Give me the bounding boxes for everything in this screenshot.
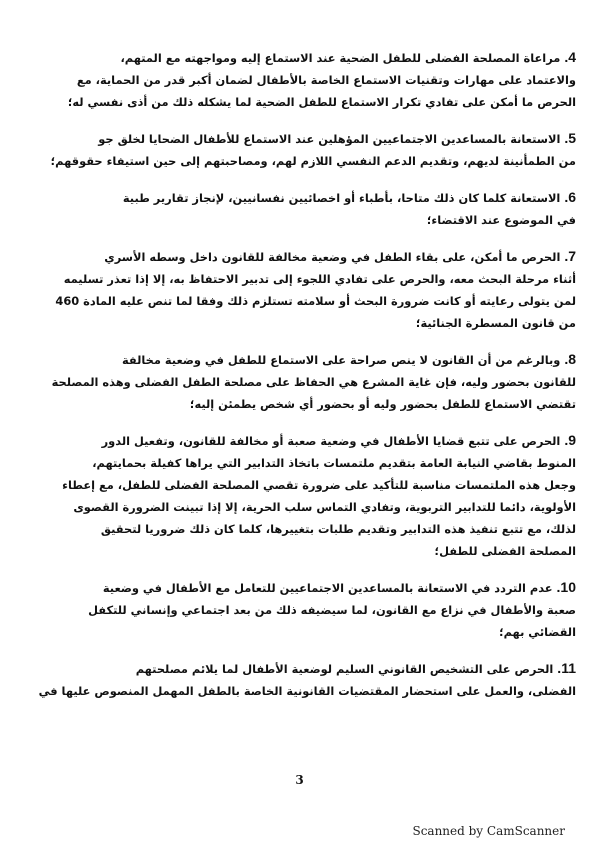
list-item-7 xyxy=(28,245,576,334)
list-item-5-text-1: الاستعانة بالمساعدين الاجتماعيين المؤهلين عند الاستماع للأطفال الضحايا لخلق جو xyxy=(98,132,561,146)
list-item-10-number: 10. xyxy=(556,579,576,595)
list-item-5 xyxy=(28,127,576,172)
list-item-10-line-1 xyxy=(28,576,576,599)
list-item-7-line-3: لمن يتولى رعايته أو كانت ضرورة البحث أو سلامته تستلزم ذلك وفقا لما تنص عليه المادة 460 xyxy=(55,294,576,308)
list-item-10-text-1: عدم التردد في الاستعانة بالمساعدين الاجتماعيين للتعامل مع الأطفال في وضعية xyxy=(102,581,553,595)
scanner-watermark: Scanned by CamScanner xyxy=(412,824,565,838)
list-item-4-text-1: مراعاة المصلحة الفضلى للطفل الضحية عند الاستماع إليه ومواجهته مع المتهم، xyxy=(120,51,561,65)
list-item-7-line-1 xyxy=(28,245,576,268)
list-item-5-number: 5. xyxy=(564,130,576,146)
list-item-11-number: 11. xyxy=(557,660,576,676)
list-item-9-line-6: المصلحة الفضلى للطفل؛ xyxy=(434,544,576,558)
list-item-6-line-2: في الموضوع عند الاقتضاء؛ xyxy=(426,213,576,227)
page-number: 3 xyxy=(295,773,304,787)
list-item-9-line-1 xyxy=(28,429,576,452)
list-item-8-text-1: وبالرغم من أن القانون لا ينص صراحة على الاستماع للطفل في وضعية مخالفة xyxy=(122,353,561,367)
list-item-5-line-1 xyxy=(28,127,576,150)
list-item-7-line-2: أثناء مرحلة البحث معه، والحرص على تفادي اللجوء إلى تدبير الاحتفاظ به، إلا إذا تعذر تسليمه xyxy=(63,272,576,286)
list-item-6-line-1 xyxy=(28,186,576,209)
list-item-8 xyxy=(28,348,576,415)
list-item-9-line-3: وجعل هذه الملتمسات مناسبة للتأكيد على ضرورة تقصي المصلحة الفضلى للطفل، مع إعطاء xyxy=(62,478,576,492)
list-item-7-number: 7. xyxy=(564,248,576,264)
list-item-6-number: 6. xyxy=(564,189,576,205)
list-item-7-text-1: الحرص ما أمكن، على بقاء الطفل في وضعية مخالفة للقانون داخل وسطه الأسري xyxy=(104,250,561,264)
list-item-9 xyxy=(28,429,576,562)
list-item-11-line-1 xyxy=(28,657,576,680)
list-item-6-text-1: الاستعانة كلما كان ذلك متاحا، بأطباء أو اخصائيين نفسانيين، لإنجاز تقارير طبية xyxy=(122,191,561,205)
list-item-4-number: 4. xyxy=(564,49,576,65)
list-item-4-line-2: والاعتماد على مهارات وتقنيات الاستماع الخاصة بالأطفال لضمان أكبر قدر من الحماية، مع xyxy=(76,73,576,87)
list-item-8-line-2: للقانون بحضور وليه، فإن غاية المشرع هي الحفاظ على مصلحة الطفل الفضلى وهذه المصلحة xyxy=(51,375,576,389)
list-item-11 xyxy=(28,657,576,702)
list-item-10-line-2: صعبة والأطفال في نزاع مع القانون، لما سيضيفه ذلك من بعد اجتماعي وإنساني للتكفل xyxy=(88,603,576,617)
list-item-11-text-1: الحرص على التشخيص القانوني السليم لوضعية الأطفال لما يلائم مصلحتهم xyxy=(135,662,554,676)
list-item-7-line-4: من قانون المسطرة الجنائية؛ xyxy=(415,316,576,330)
list-item-4-line-3: الحرص ما أمكن على تفادي تكرار الاستماع للطفل الضحية لما يشكله ذلك من أذى نفسي له؛ xyxy=(67,95,576,109)
list-item-9-line-4: الأولوية، دائما للتدابير التربوية، وتفادي التماس سلب الحرية، إلا إذا تبينت الضرورة القصوى xyxy=(73,500,576,514)
list-item-9-line-5: لذلك، مع تتبع تنفيذ هذه التدابير وتقديم طلبات بتغييرها، كلما كان ذلك ضروريا لتحقيق xyxy=(100,522,576,536)
list-item-8-number: 8. xyxy=(564,351,576,367)
list-item-6 xyxy=(28,186,576,231)
list-item-8-line-3: تقتضي الاستماع للطفل بحضور وليه أو بحضور أي شخص يطمئن إليه؛ xyxy=(189,397,576,411)
document-body xyxy=(28,46,576,716)
list-item-10 xyxy=(28,576,576,643)
list-item-9-text-1: الحرص على تتبع قضايا الأطفال في وضعية صعبة أو مخالفة للقانون، وتفعيل الدور xyxy=(101,434,561,448)
list-item-5-line-2: من الطمأنينة لديهم، وتقديم الدعم النفسي اللازم لهم، ومصاحبتهم إلى حين استيفاء حقوقهم؛ xyxy=(50,154,576,168)
list-item-10-line-3: القضائي بهم؛ xyxy=(499,625,576,639)
list-item-8-line-1 xyxy=(28,348,576,371)
list-item-9-number: 9. xyxy=(564,432,576,448)
list-item-9-line-2: المنوط بقاضي النيابة العامة بتقديم ملتمسات باتخاذ التدابير التي يراها كفيلة بحمايتهم، xyxy=(92,456,576,470)
list-item-4-line-1 xyxy=(28,46,576,69)
list-item-11-line-2: الفضلى، والعمل على استحضار المقتضيات القانونية الخاصة بالطفل المهمل المنصوص عليها في xyxy=(38,684,576,698)
list-item-4 xyxy=(28,46,576,113)
